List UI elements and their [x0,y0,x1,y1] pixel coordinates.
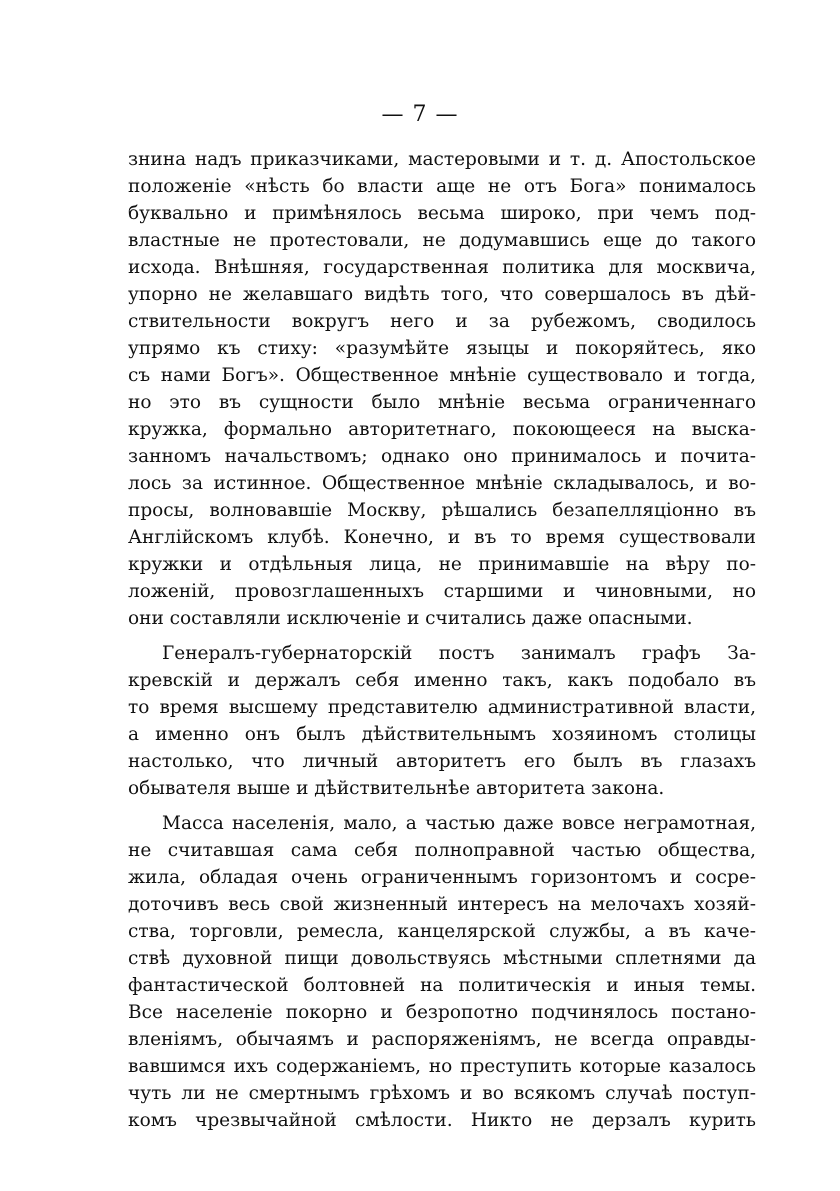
text-line: а именно онъ былъ дѣйствительнымъ хозяиномъ столицы [128,724,756,745]
text-line: властные не протестовали, не додумавшись еще до такого [128,230,756,251]
text-line: упорно не желавшаго видѣть того, что совершалось въ дѣй- [128,284,756,305]
text-line: буквально и примѣнялось весьма широко, при чемъ под- [128,203,756,224]
text-line: кревскій и держалъ себя именно такъ, какъ подобало въ [128,670,756,691]
text-line: они составляли исключеніе и считались даже опасными. [128,608,693,629]
page-number: — 7 — [381,102,459,127]
text-line: съ нами Богъ». Общественное мнѣніе существовало и тогда, [128,365,756,386]
text-line: знина надъ приказчиками, мастеровыми и т. д. Апостольское [128,149,756,170]
paragraph-spacer [128,802,756,810]
text-line: обывателя выше и дѣйствительнѣе авторитета закона. [128,778,665,799]
paragraph [128,810,756,1134]
text-line: чуть ли не смертнымъ грѣхомъ и во всякомъ случаѣ поступ- [128,1083,756,1104]
text-line: кружка, формально авторитетнаго, покоющееся на выска- [128,419,756,440]
text-line: настолько, что личный авторитетъ его былъ въ глазахъ [128,751,756,772]
text-line: упрямо къ стиху: «разумѣйте языцы и покоряйтесь, яко [128,338,756,359]
text-line: положеніе «нѣсть бо власти аще не отъ Бога» понималось [128,176,756,197]
text-line: не считавшая сама себя полноправной частью общества, [128,840,756,861]
text-line: ложеній, провозглашенныхъ старшими и чиновными, но [128,581,756,602]
paragraph-spacer [128,632,756,640]
text-line: ствительности вокругъ него и за рубежомъ, сводилось [128,311,756,332]
text-line: ства, торговли, ремесла, канцелярской службы, а въ каче- [128,921,756,942]
text-line: жила, обладая очень ограниченнымъ горизонтомъ и сосре- [128,867,756,888]
text-line: фантастической болтовней на политическія и иныя темы. [128,975,756,996]
paragraph [128,146,756,632]
text-line: лось за истинное. Общественное мнѣніе складывалось, и во- [128,473,756,494]
text-line: то время высшему представителю административной власти, [128,697,756,718]
text-line: вленіямъ, обычаямъ и распоряженіямъ, не всегда оправды- [128,1029,756,1050]
text-line: кружки и отдѣльныя лица, не принимавшіе на вѣру по- [128,554,756,575]
text-line: просы, волновавшіе Москву, рѣшались безапелляціонно въ [128,500,756,521]
text-line: но это въ сущности было мнѣніе весьма ограниченнаго [128,392,756,413]
text-line: вавшимся ихъ содержаніемъ, но преступить которые казалось [128,1056,756,1077]
text-line: комъ чрезвычайной смѣлости. Никто не дерзалъ курить [128,1110,756,1131]
text-line: Масса населенія, мало, а частью даже вовсе неграмотная, [162,813,756,834]
body-text [128,146,756,1134]
paragraph [128,640,756,802]
text-line: занномъ начальствомъ; однако оно принималось и почита- [128,446,756,467]
text-line: исхода. Внѣшняя, государственная политика для москвича, [128,257,756,278]
text-line: Генералъ-губернаторскій постъ занималъ графъ За- [162,643,756,664]
text-line: доточивъ весь свой жизненный интересъ на мелочахъ хозяй- [128,894,756,915]
text-line: Все населеніе покорно и безропотно подчинялось постано- [128,1002,756,1023]
text-line: Англійскомъ клубѣ. Конечно, и въ то время существовали [128,527,756,548]
text-line: ствѣ духовной пищи довольствуясь мѣстными сплетнями да [128,948,756,969]
